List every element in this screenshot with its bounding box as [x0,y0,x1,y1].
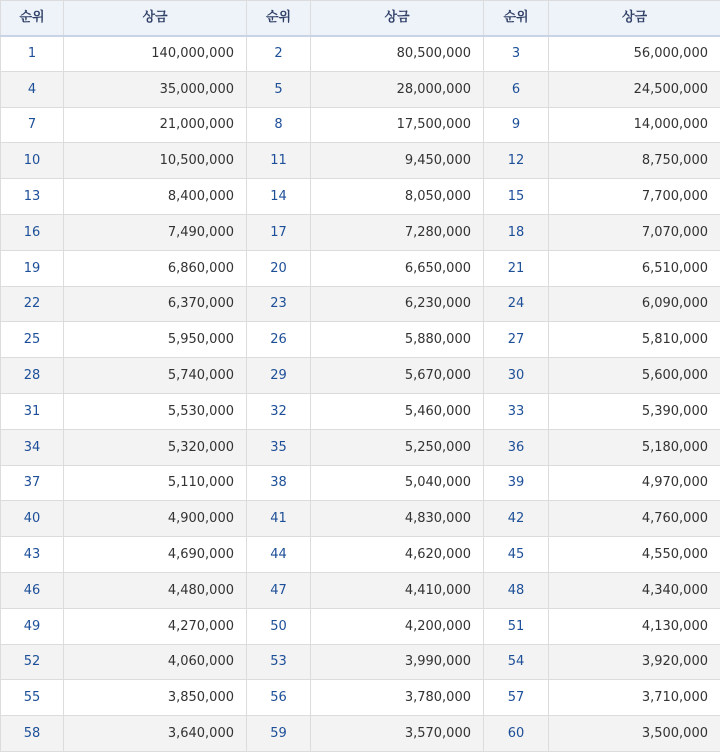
prize-cell: 5,390,000 [549,393,720,429]
prize-cell: 56,000,000 [549,36,720,72]
prize-cell: 140,000,000 [64,36,247,72]
rank-cell: 8 [247,107,311,143]
rank-cell: 20 [247,250,311,286]
prize-cell: 6,230,000 [311,286,484,322]
table-body [1,36,720,752]
prize-cell: 4,550,000 [549,537,720,573]
rank-cell: 2 [247,36,311,72]
table-row [1,286,720,322]
rank-cell: 28 [1,358,64,394]
prize-cell: 7,280,000 [311,214,484,250]
rank-cell: 22 [1,286,64,322]
rank-cell: 3 [484,36,549,72]
prize-cell: 3,500,000 [549,716,720,752]
rank-cell: 11 [247,143,311,179]
rank-cell: 50 [247,608,311,644]
table-row [1,393,720,429]
table-row [1,322,720,358]
prize-cell: 5,530,000 [64,393,247,429]
rank-cell: 13 [1,179,64,215]
rank-cell: 54 [484,644,549,680]
prize-cell: 6,370,000 [64,286,247,322]
prize-cell: 3,780,000 [311,680,484,716]
prize-cell: 5,460,000 [311,393,484,429]
prize-cell: 5,250,000 [311,429,484,465]
rank-cell: 46 [1,572,64,608]
prize-cell: 7,490,000 [64,214,247,250]
header-rank-2: 순위 [247,1,311,36]
rank-cell: 43 [1,537,64,573]
rank-cell: 58 [1,716,64,752]
table-row [1,644,720,680]
rank-cell: 57 [484,680,549,716]
header-rank-3: 순위 [484,1,549,36]
rank-cell: 7 [1,107,64,143]
prize-cell: 28,000,000 [311,71,484,107]
table-row [1,36,720,72]
rank-cell: 25 [1,322,64,358]
rank-cell: 36 [484,429,549,465]
prize-cell: 17,500,000 [311,107,484,143]
prize-cell: 5,740,000 [64,358,247,394]
rank-cell: 4 [1,71,64,107]
rank-cell: 23 [247,286,311,322]
prize-cell: 80,500,000 [311,36,484,72]
prize-cell: 3,920,000 [549,644,720,680]
rank-cell: 49 [1,608,64,644]
prize-cell: 4,410,000 [311,572,484,608]
rank-cell: 9 [484,107,549,143]
rank-cell: 6 [484,71,549,107]
rank-cell: 55 [1,680,64,716]
prize-cell: 5,810,000 [549,322,720,358]
table-row [1,143,720,179]
rank-cell: 21 [484,250,549,286]
prize-cell: 3,640,000 [64,716,247,752]
rank-cell: 31 [1,393,64,429]
table-row [1,572,720,608]
table-row [1,537,720,573]
prize-cell: 4,060,000 [64,644,247,680]
rank-cell: 44 [247,537,311,573]
rank-cell: 53 [247,644,311,680]
table-row [1,71,720,107]
rank-cell: 47 [247,572,311,608]
table-row [1,465,720,501]
rank-cell: 24 [484,286,549,322]
prize-cell: 5,670,000 [311,358,484,394]
rank-cell: 56 [247,680,311,716]
prize-cell: 5,110,000 [64,465,247,501]
rank-cell: 41 [247,501,311,537]
rank-cell: 34 [1,429,64,465]
rank-cell: 32 [247,393,311,429]
rank-cell: 39 [484,465,549,501]
rank-cell: 35 [247,429,311,465]
prize-cell: 5,880,000 [311,322,484,358]
prize-cell: 6,860,000 [64,250,247,286]
prize-cell: 4,970,000 [549,465,720,501]
prize-cell: 3,850,000 [64,680,247,716]
prize-cell: 4,200,000 [311,608,484,644]
rank-cell: 12 [484,143,549,179]
rank-cell: 14 [247,179,311,215]
rank-cell: 10 [1,143,64,179]
table-header [1,1,720,36]
prize-cell: 4,480,000 [64,572,247,608]
rank-cell: 37 [1,465,64,501]
rank-cell: 15 [484,179,549,215]
table-row [1,214,720,250]
rank-cell: 5 [247,71,311,107]
prize-cell: 35,000,000 [64,71,247,107]
prize-cell: 4,340,000 [549,572,720,608]
table-row [1,250,720,286]
prize-cell: 21,000,000 [64,107,247,143]
rank-cell: 29 [247,358,311,394]
rank-cell: 16 [1,214,64,250]
rank-cell: 40 [1,501,64,537]
table-row [1,358,720,394]
header-prize-1: 상금 [64,1,247,36]
table-row [1,608,720,644]
prize-cell: 5,040,000 [311,465,484,501]
prize-cell: 6,090,000 [549,286,720,322]
prize-cell: 5,600,000 [549,358,720,394]
prize-cell: 4,900,000 [64,501,247,537]
prize-cell: 4,690,000 [64,537,247,573]
rank-cell: 27 [484,322,549,358]
rank-cell: 51 [484,608,549,644]
rank-cell: 26 [247,322,311,358]
table-row [1,501,720,537]
header-row [1,1,720,36]
prize-cell: 5,320,000 [64,429,247,465]
table-row [1,680,720,716]
rank-cell: 18 [484,214,549,250]
header-prize-3: 상금 [549,1,720,36]
rank-cell: 45 [484,537,549,573]
prize-cell: 8,050,000 [311,179,484,215]
rank-cell: 48 [484,572,549,608]
prize-cell: 10,500,000 [64,143,247,179]
prize-cell: 8,400,000 [64,179,247,215]
rank-cell: 42 [484,501,549,537]
prize-cell: 6,650,000 [311,250,484,286]
rank-cell: 19 [1,250,64,286]
prize-cell: 7,700,000 [549,179,720,215]
rank-cell: 33 [484,393,549,429]
prize-cell: 4,620,000 [311,537,484,573]
prize-cell: 3,570,000 [311,716,484,752]
header-rank-1: 순위 [1,1,64,36]
prize-cell: 4,270,000 [64,608,247,644]
rank-cell: 17 [247,214,311,250]
prize-cell: 3,710,000 [549,680,720,716]
rank-cell: 1 [1,36,64,72]
table-row [1,429,720,465]
prize-cell: 5,180,000 [549,429,720,465]
rank-cell: 60 [484,716,549,752]
prize-cell: 4,760,000 [549,501,720,537]
table-row [1,107,720,143]
rank-cell: 38 [247,465,311,501]
rank-cell: 30 [484,358,549,394]
prize-cell: 3,990,000 [311,644,484,680]
table-row [1,716,720,752]
header-prize-2: 상금 [311,1,484,36]
prize-cell: 7,070,000 [549,214,720,250]
rank-cell: 59 [247,716,311,752]
table-row [1,179,720,215]
prize-cell: 4,130,000 [549,608,720,644]
prize-cell: 4,830,000 [311,501,484,537]
prize-cell: 5,950,000 [64,322,247,358]
prize-cell: 9,450,000 [311,143,484,179]
prize-cell: 8,750,000 [549,143,720,179]
prize-cell: 6,510,000 [549,250,720,286]
prize-cell: 14,000,000 [549,107,720,143]
prize-cell: 24,500,000 [549,71,720,107]
rank-cell: 52 [1,644,64,680]
